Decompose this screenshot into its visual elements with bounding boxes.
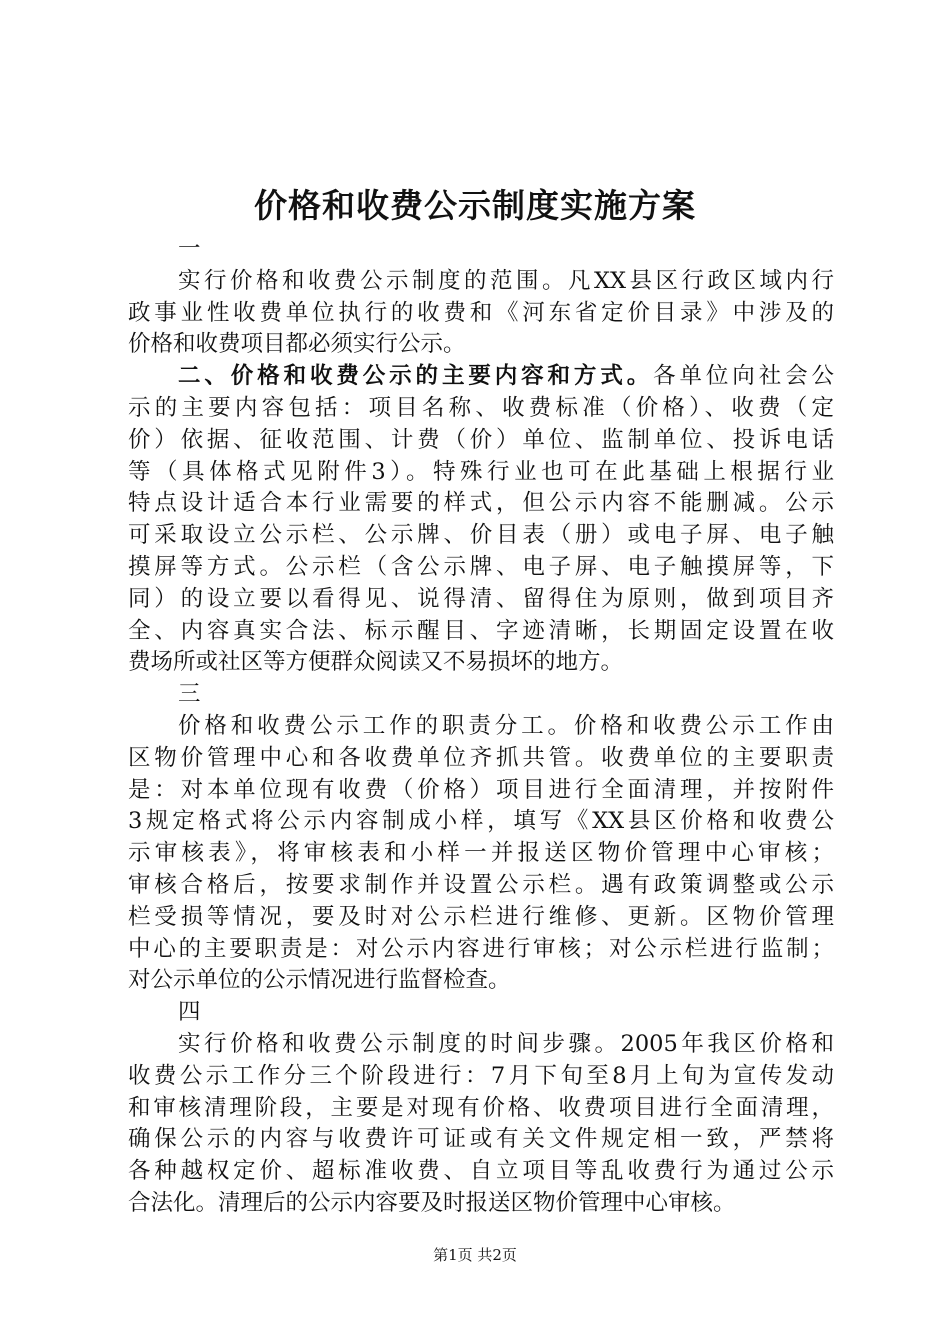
paragraph-line: 是：对本单位现有收费（价格）项目进行全面清理，并按附件 xyxy=(128,776,834,803)
paragraph-line: 栏受损等情况，要及时对公示栏进行维修、更新。区物价管理 xyxy=(128,903,834,930)
paragraph-line: 价）依据、征收范围、计费（价）单位、监制单位、投诉电话 xyxy=(128,426,834,453)
paragraph-line: 费场所或社区等方便群众阅读又不易损坏的地方。 xyxy=(128,649,624,676)
paragraph-line: 各种越权定价、超标准收费、自立项目等乱收费行为通过公示 xyxy=(128,1158,834,1185)
paragraph-line: 政事业性收费单位执行的收费和《河东省定价目录》中涉及的 xyxy=(128,299,834,326)
paragraph-line: 可采取设立公示栏、公示牌、价目表（册）或电子屏、电子触 xyxy=(128,522,834,549)
paragraph-line: 实行价格和收费公示制度的范围。凡XX县区行政区域内行 xyxy=(178,267,834,294)
paragraph-line: 示审核表》，将审核表和小样一并报送区物价管理中心审核； xyxy=(128,840,834,867)
document-title: 价格和收费公示制度实施方案 xyxy=(254,186,696,225)
paragraph-line xyxy=(128,361,834,393)
paragraph-line: 和审核清理阶段，主要是对现有价格、收费项目进行全面清理， xyxy=(128,1094,834,1121)
paragraph-line: 确保公示的内容与收费许可证或有关文件规定相一致，严禁将 xyxy=(128,1126,834,1153)
paragraph-line: 摸屏等方式。公示栏（含公示牌、电子屏、电子触摸屏等，下 xyxy=(128,553,834,580)
paragraph-line: 审核合格后，按要求制作并设置公示栏。遇有政策调整或公示 xyxy=(128,871,834,898)
section-heading: 二、价格和收费公示的主要内容和方式。 xyxy=(178,363,654,390)
paragraph-text: 各单位向社会公 xyxy=(653,363,834,390)
paragraph-line: 中心的主要职责是：对公示内容进行审核；对公示栏进行监制； xyxy=(128,935,834,962)
paragraph-line: 实行价格和收费公示制度的时间步骤。2005年我区价格和 xyxy=(178,1030,834,1057)
paragraph-line: 价格和收费公示工作的职责分工。价格和收费公示工作由 xyxy=(178,712,834,739)
paragraph-line: 同）的设立要以看得见、说得清、留得住为原则，做到项目齐 xyxy=(128,585,834,612)
paragraph-line: 示的主要内容包括：项目名称、收费标准（价格）、收费（定 xyxy=(128,394,834,421)
section-number: 三 xyxy=(178,681,201,708)
paragraph-line: 全、内容真实合法、标示醒目、字迹清晰，长期固定设置在收 xyxy=(128,617,834,644)
paragraph-line: 合法化。清理后的公示内容要及时报送区物价管理中心审核。 xyxy=(128,1189,736,1216)
paragraph-line: 对公示单位的公示情况进行监督检查。 xyxy=(128,967,511,994)
document-body xyxy=(128,234,834,1220)
paragraph-line: 价格和收费项目都必须实行公示。 xyxy=(128,331,466,358)
paragraph-line: 区物价管理中心和各收费单位齐抓共管。收费单位的主要职责 xyxy=(128,744,834,771)
paragraph-line: 等（具体格式见附件3）。特殊行业也可在此基础上根据行业 xyxy=(128,458,834,485)
paragraph-line: 收费公示工作分三个阶段进行：7月下旬至8月上旬为宣传发动 xyxy=(128,1062,834,1089)
paragraph-line: 特点设计适合本行业需要的样式，但公示内容不能删减。公示 xyxy=(128,490,834,517)
section-number: 四 xyxy=(178,999,201,1026)
paragraph-line: 3规定格式将公示内容制成小样，填写《XX县区价格和收费公 xyxy=(128,808,834,835)
section-number: 一 xyxy=(178,236,201,262)
page-number-footer: 第1页 共2页 xyxy=(433,1246,517,1264)
